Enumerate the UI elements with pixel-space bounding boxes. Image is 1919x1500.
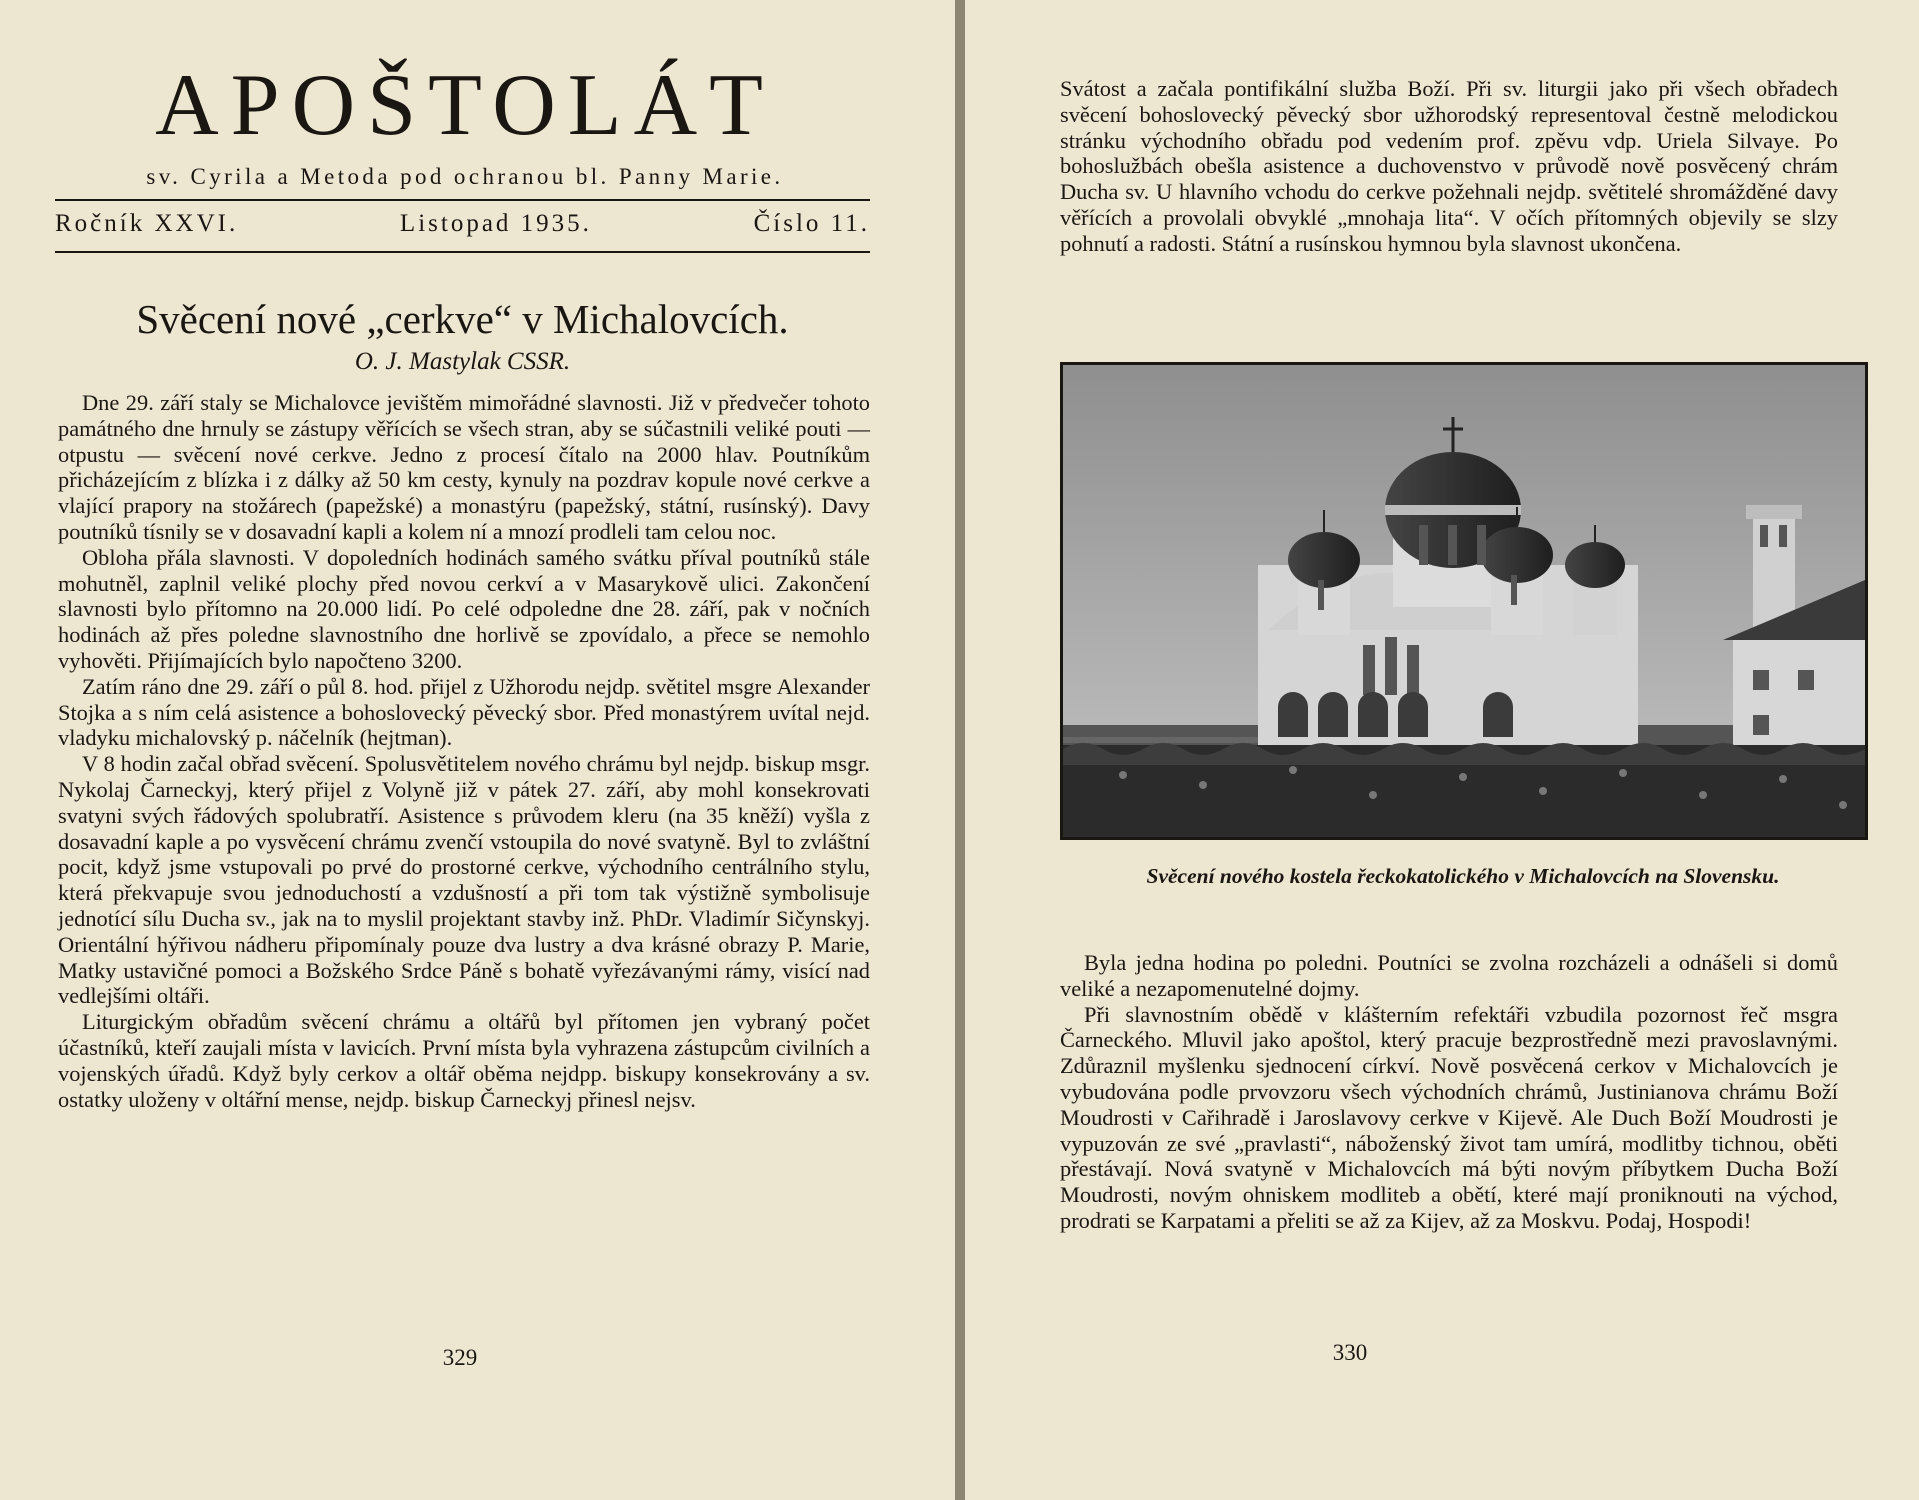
- right-page: [965, 0, 1919, 1500]
- church-photo-illustration: [1063, 365, 1865, 837]
- photo-caption: Svěcení nového kostela řeckokatolického v Michalovcích na Slovensku.: [1146, 864, 1780, 888]
- article-continuation: [1060, 76, 1838, 257]
- masthead-divider: [55, 199, 870, 201]
- article-paragraph: V 8 hodin začal obřad svěcení. Spolusvětitelem nového chrámu byl nejdp. biskup msgr. Nykolaj Čarneckyj, který přijel z Volyně již v pátek 27. září, aby mohl konsekrovati svatyni svých řádových spolubratří. Asistence s průvodem kleru (na 35 kněží) vyšla z dosavadní kaple a po vysvěcení chrámu zvenčí vstoupila do nové svatyně. Byl to zvláštní pocit, když jsme vstupovali po prvé do prostorné cerkve, východního centrálního stylu, která překvapuje svou jednoduchostí a vzdušností a při tom tak výstižně symbolisuje jednotící sílu Ducha sv., jak na to myslil projektant stavby inž. PhDr. Vladimír Sičynskyj. Orientální hýřivou nádheru připomínaly pouze dva lustry a dva krásné obrazy P. Marie, Matky ustavičné pomoci a Božského Srdce Páně s bohatě vyřezávanými rámy, visící nad vedlejšími oltáři.: [58, 751, 870, 1009]
- article-paragraph: Dne 29. září staly se Michalovce jevištěm mimořádné slavnosti. Již v předvečer tohoto památného dne hrnuly se zástupy věřících se všech stran, aby se súčastnili veliké pouti — otpustu — svěcení nové cerkve. Jedno z procesí čítalo na 2000 hlav. Poutníkům přicházejícím z blízka i z dálky až 50 km cesty, kynuly na pozdrav kopule nové cerkve a vlající prapory na stožárech (papežské) a monastýru (papežský, státní, rusínský). Davy poutníků tísnily se v dosavadní kapli a kolem ní a mnozí prodleli tam celou noc.: [58, 390, 870, 544]
- issue-line: [55, 210, 870, 238]
- article-paragraph: Obloha přála slavnosti. V dopoledních hodinách samého svátku příval poutníků stále mohutněl, zaplnil veliké plochy před novou cerkví a v Masarykově ulici. Zakončení slavnosti bylo přítomno na 20.000 lidí. Po celé odpoledne dne 28. září, pak v nočních hodinách až přes poledne slavnostního dne horlivě se zpovídalo, a přece se nemohlo vyhověti. Přijímajících bylo napočteno 3200.: [58, 544, 870, 673]
- church-photo: [1060, 362, 1868, 840]
- article-body: [58, 390, 870, 1112]
- article-paragraph: Zatím ráno dne 29. září o půl 8. hod. přijel z Užhorodu nejdp. světitel msgre Alexander Stojka a s ním celá asistence a bohoslovecký pěvecký sbor. Před monastýrem uvítal nejd. vladyku michalovský p. náčelník (hejtman).: [58, 673, 870, 751]
- issue-divider: [55, 251, 870, 253]
- article-paragraph: Byla jedna hodina po poledni. Poutníci se zvolna rozcházeli a odnášeli si domů veliké a nezapomenutelné dojmy.: [1060, 950, 1838, 1001]
- article-paragraph: Liturgickým obřadům svěcení chrámu a oltářů byl přítomen jen vybraný počet účastníků, kteří zaujali místa v lavicích. První místa byla vyhrazena zástupcům civilních a vojenských úřadů. Když byly cerkov a oltář oběma nejdpp. biskupy konsekrovány a sv. ostatky uloženy v oltářní mense, nejdp. biskup Čarneckyj přinesl nejsv.: [58, 1009, 870, 1112]
- article-author: O. J. Mastylak CSSR.: [354, 348, 571, 375]
- issue-date: Listopad 1935.: [399, 210, 592, 237]
- masthead-title: APOŠTOLÁT: [155, 57, 775, 154]
- issue-volume: Ročník XXVI.: [55, 210, 239, 237]
- page-number: 330: [1332, 1340, 1368, 1365]
- left-page: [0, 0, 955, 1500]
- article-paragraph: Při slavnostním obědě v klášterním refektáři vzbudila pozornost řeč msgra Čarneckého. Mluvil jako apoštol, který pracuje bezprostředně mezi pravoslavnými. Zdůraznil myšlenku sjednocení církví. Nově posvěcená cerkov v Michalovcích je vybudována podle prvovzoru všech východních chrámů, Justinianova chrámu Boží Moudrosti v Cařihradě i Jaroslavovy cerkve v Kijevě. Ale Duch Boží Moudrosti je vypuzován ze své „pravlasti“, náboženský život tam umírá, modlitby tichnou, oběti přestávají. Nová svatyně v Michalovcích má býti novým příbytkem Ducha Boží Moudrosti, novým ohniskem modliteb a obětí, které mají proniknouti na východ, prodrati se Karpatami a přeliti se až za Kijev, až za Moskvu. Podaj, Hospodi!: [1060, 1001, 1838, 1233]
- article-paragraph: Svátost a začala pontifikální služba Boží. Při sv. liturgii jako při všech obřadech svěcení bohoslovecký pěvecký sbor užhorodský representoval čestně melodickou stránku východního obřadu pod vedením prof. zpěvu vdp. Uriela Silvaye. Po bohoslužbách obešla asistence a duchovenstvo v průvodě nově posvěcený chrám Ducha sv. U hlavního vchodu do cerkve požehnali nejdp. světitelé shromážděné davy věřících a provolali obvyklé „mnohaja lita“. V očích přítomných objevily se slzy pohnutí a radosti. Státní a rusínskou hymnou byla slavnost ukončena.: [1060, 76, 1838, 256]
- issue-number: Číslo 11.: [753, 210, 870, 237]
- article-title: Svěcení nové „cerkve“ v Michalovcích.: [136, 296, 789, 342]
- page-number: 329: [442, 1345, 478, 1370]
- masthead-subtitle: sv. Cyrila a Metoda pod ochranou bl. Panny Marie.: [146, 164, 784, 189]
- book-gutter: [955, 0, 965, 1500]
- article-conclusion: [1060, 950, 1838, 1234]
